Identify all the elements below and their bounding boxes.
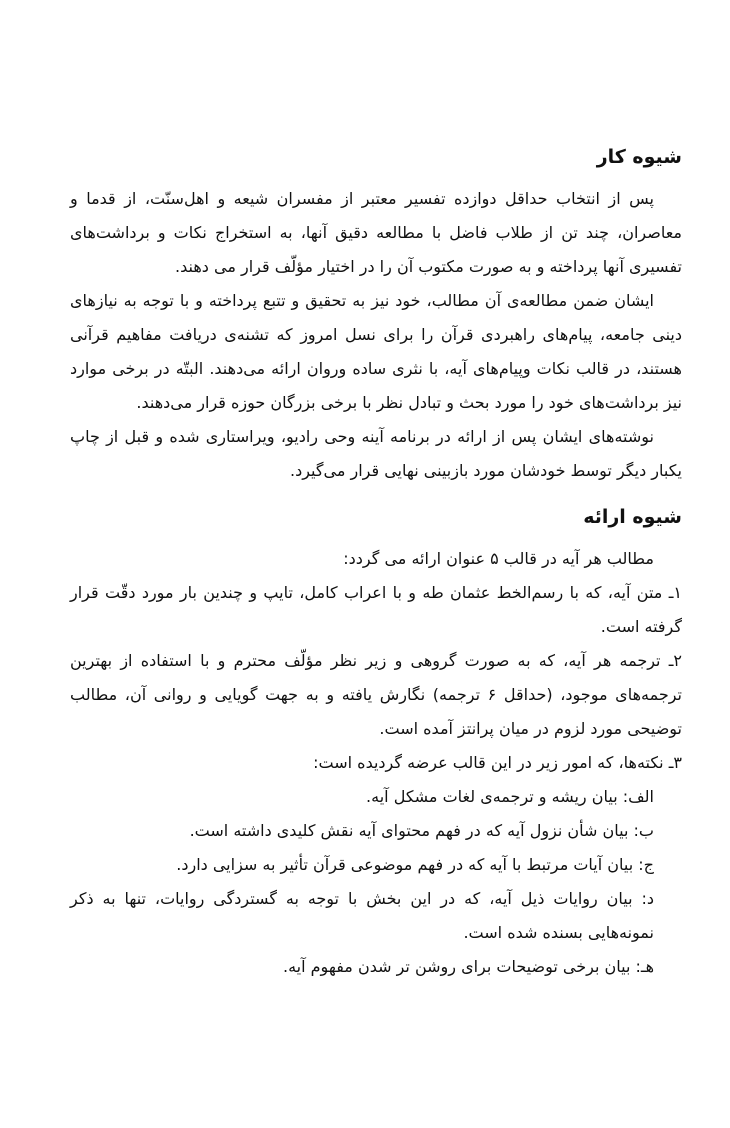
sub-item-dal: د: بیان روایات ذیل آیه، که در این بخش با توجه به گستردگی روایات، تنها به ذکر نمونه‌هایی بسنده شده است. [70,889,654,942]
section-heading-method: شیوه کار [596,146,682,168]
list-item-2: ۲ـ ترجمه هر آیه، که به صورت گروهی و زیر نظر مؤلّف محترم و با استفاده از بهترین ترجمه‌های موجود، (حداقل ۶ ترجمه) نگارش یافته و به جهت گویایی و روانی آن، مطالب توضیحی مورد لزوم در میان پرانتز آمده است. [70,651,683,738]
section-heading-presentation: شیوه ارائه [583,506,682,528]
sub-item-jim: ج: بیان آیات مرتبط با آیه که در فهم موضوعی قرآن تأثیر به سزایی دارد. [176,855,654,874]
sub-item-he: هـ: بیان برخی توضیحات برای روشن تر شدن مفهوم آیه. [283,957,654,976]
paragraph-method-3: نوشته‌های ایشان پس از ارائه در برنامه آینه وحی رادیو، ویراستاری شده و قبل از چاپ یکبار دیگر توسط خودشان مورد بازبینی نهایی قرار می‌گیرد. [70,427,682,480]
sub-item-be: ب: بیان شأن نزول آیه که در فهم محتوای آیه نقش کلیدی داشته است. [189,821,654,840]
section-divider-space [70,488,682,500]
paragraph-method-1: پس از انتخاب حداقل دوازده تفسیر معتبر از مفسران شیعه و اهل‌سنّت، از قدما و معاصران، چند تن از طلاب فاضل با مطالعه دقیق آنها، به استخراج نکات و برداشت‌های تفسیری آنها پرداخته و به صورت مکتوب آن را در اختیار مؤلّف قرار می دهند. [70,189,682,276]
paragraph-presentation-intro: مطالب هر آیه در قالب ۵ عنوان ارائه می گردد: [343,549,654,568]
sub-item-alef: الف: بیان ریشه و ترجمه‌ی لغات مشکل آیه. [366,787,654,806]
list-item-3: ۳ـ نکته‌ها، که امور زیر در این قالب عرضه گردیده است: [313,753,682,772]
document-page [70,140,682,984]
paragraph-method-2: ایشان ضمن مطالعه‌ی آن مطالب، خود نیز به تحقیق و تتبع پرداخته و با توجه به نیازهای دینی جامعه، پیام‌های راهبردی قرآن را برای نسل امروز که تشنه‌ی دریافت مفاهیم قرآنی هستند، در قالب نکات وپیام‌های آیه، با نثری ساده وروان ارائه می‌دهند. البتّه در برخی موارد نیز برداشت‌های خود را مورد بحث و تبادل نظر با برخی بزرگان حوزه قرار می‌دهند. [70,291,682,412]
list-item-1: ۱ـ متن آیه، که با رسم‌الخط عثمان طه و با اعراب کامل، تایپ و چندین بار مورد دقّت قرار گرفته است. [70,583,682,636]
